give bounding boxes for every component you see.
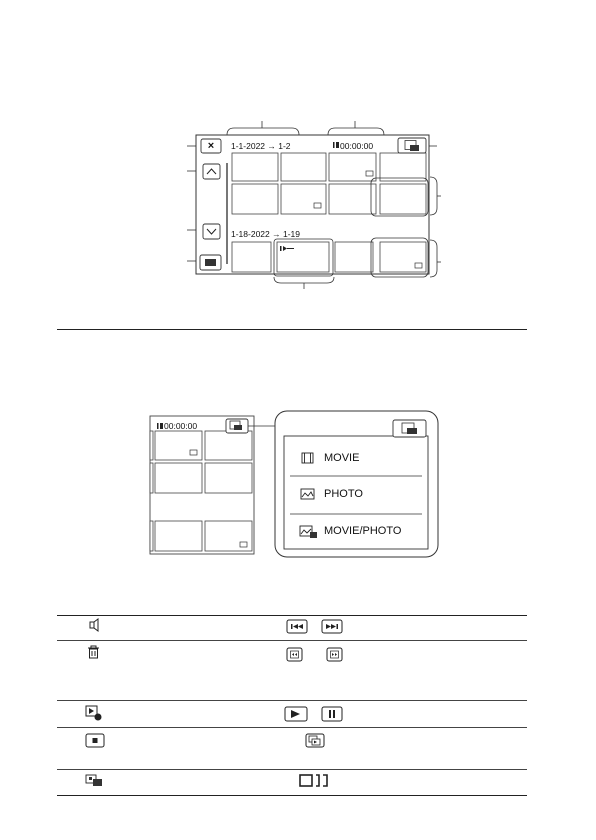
- play-icon[interactable]: [285, 707, 307, 721]
- reverse-icon[interactable]: [287, 648, 302, 661]
- motion-interval-icon[interactable]: [86, 774, 103, 787]
- group1-date-label: 1-1-2022 → 1-2: [231, 141, 291, 151]
- film-roll-icon[interactable]: [299, 774, 328, 787]
- forward-icon[interactable]: [327, 648, 342, 661]
- delete-icon[interactable]: [86, 645, 100, 659]
- group2-date-label: 1-18-2022 → 1-19: [231, 229, 300, 239]
- previous-icon[interactable]: [287, 620, 307, 633]
- menu-item-movie-photo[interactable]: MOVIE/PHOTO: [324, 525, 402, 537]
- volume-icon[interactable]: [86, 618, 100, 632]
- time-readout: 00:00:00: [340, 141, 374, 151]
- next-icon[interactable]: [322, 620, 342, 633]
- close-button[interactable]: ×: [207, 140, 215, 152]
- slideshow-icon[interactable]: [306, 734, 324, 747]
- menu-item-photo[interactable]: PHOTO: [324, 488, 363, 500]
- pause-icon[interactable]: [322, 707, 342, 721]
- stop-icon[interactable]: [86, 734, 104, 747]
- context-icon[interactable]: [86, 705, 102, 721]
- menu-item-movie[interactable]: MOVIE: [324, 452, 360, 464]
- time-readout-2: 00:00:00: [164, 421, 198, 431]
